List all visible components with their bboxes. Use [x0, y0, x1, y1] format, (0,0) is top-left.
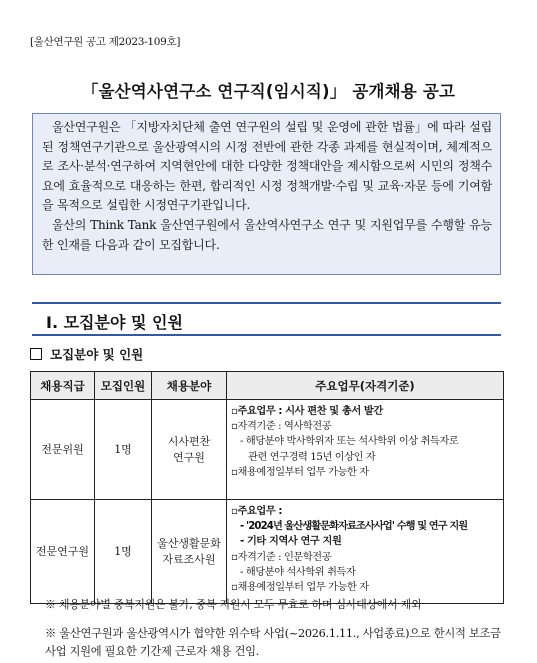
duty-line: ▫채용예정일부터 업무 가능한 자	[231, 466, 369, 478]
duty-line: ▫주요업무 : 시사 편찬 및 총서 발간	[231, 406, 383, 417]
cell-count: 1명	[95, 400, 152, 500]
header-duties: 주요업무(자격기준)	[227, 372, 504, 400]
duty-line: ▫자격기준 : 인문학전공	[231, 551, 332, 563]
cell-grade: 전문위원	[31, 400, 95, 500]
table-header-row	[31, 372, 504, 400]
duty-line: - 기타 지역사 연구 지원	[240, 536, 342, 548]
sub-heading	[30, 345, 143, 363]
field-line: 연구원	[173, 450, 205, 464]
duty-line: ▫주요업무 :	[231, 506, 283, 517]
cell-duties	[227, 400, 504, 500]
header-field: 채용분야	[152, 372, 227, 400]
intro-box	[32, 113, 501, 275]
footnote: ※ 채용분야별 중복지원은 불가, 중복 지원시 모두 무효로 하며 심사대상에서 제외	[45, 598, 422, 611]
page-title: 「울산역사연구소 연구직(임시직)」 공개채용 공고	[81, 82, 456, 101]
field-line: 울산생활문화	[157, 536, 221, 550]
duty-line: - 해당분야 석사학위 취득자	[240, 566, 356, 578]
duty-line: 관련 연구경력 15년 이상인 자	[248, 451, 376, 463]
header-grade: 채용직급	[31, 372, 95, 400]
field-line: 시사편찬	[167, 434, 211, 448]
header-count: 모집인원	[95, 372, 152, 400]
intro-paragraph-1: 울산연구원은 「지방자치단체 출연 연구원의 설립 및 운영에 관한 법률」에 따라 설립된 정책연구기관으로 울산광역시의 시정 전반에 관한 각종 과제를 현실적이며, 체계적으로 조사·분석·연구하여 지역현안에 대한 다양한 정책대안을 제시함으로써 시민의 정책수요에 효율적으로 대응하는 한편, 합리적인 시정 정책개발·수립 및 교육·자문 등에 기여함을 목적으로 설립한 시정연구기관입니다.	[42, 120, 492, 213]
duty-line: - '2024년 울산생활문화자료조사사업' 수행 및 연구 지원	[240, 521, 468, 533]
duty-line: ▫자격기준 : 역사학전공	[231, 421, 332, 433]
footnote: ※ 울산연구원과 울산광역시가 협약한 위수탁 사업(~2026.1.11., 사업종료)으로 한시적 보조금 사업 지원에 필요한 기간제 근로자 채용 건임.	[45, 627, 501, 658]
cell-grade: 전문연구원	[31, 500, 95, 604]
cell-field	[152, 500, 227, 604]
field-line: 자료조사원	[162, 552, 216, 566]
recruitment-table	[30, 371, 504, 604]
sub-heading-text: 모집분야 및 인원	[50, 347, 144, 362]
table-row	[31, 500, 504, 604]
intro-paragraph-2: 울산의 Think Tank 울산연구원에서 울산역사연구소 연구 및 지원업무를 수행할 유능한 인재를 다음과 같이 모집합니다.	[42, 217, 492, 252]
duty-line: ▫채용예정일부터 업무 가능한 자	[231, 582, 369, 594]
cell-duties	[227, 500, 504, 604]
cell-field	[152, 400, 227, 500]
notice-number: [울산연구원 공고 제2023-109호]	[30, 36, 181, 48]
checkbox-square-icon	[30, 348, 42, 360]
section-header	[32, 302, 501, 336]
duty-line: - 해당분야 박사학위자 또는 석사학위 이상 취득자로	[240, 436, 459, 448]
section-title: Ⅰ. 모집분야 및 인원	[46, 313, 183, 332]
table-row	[31, 400, 504, 500]
cell-count: 1명	[95, 500, 152, 604]
